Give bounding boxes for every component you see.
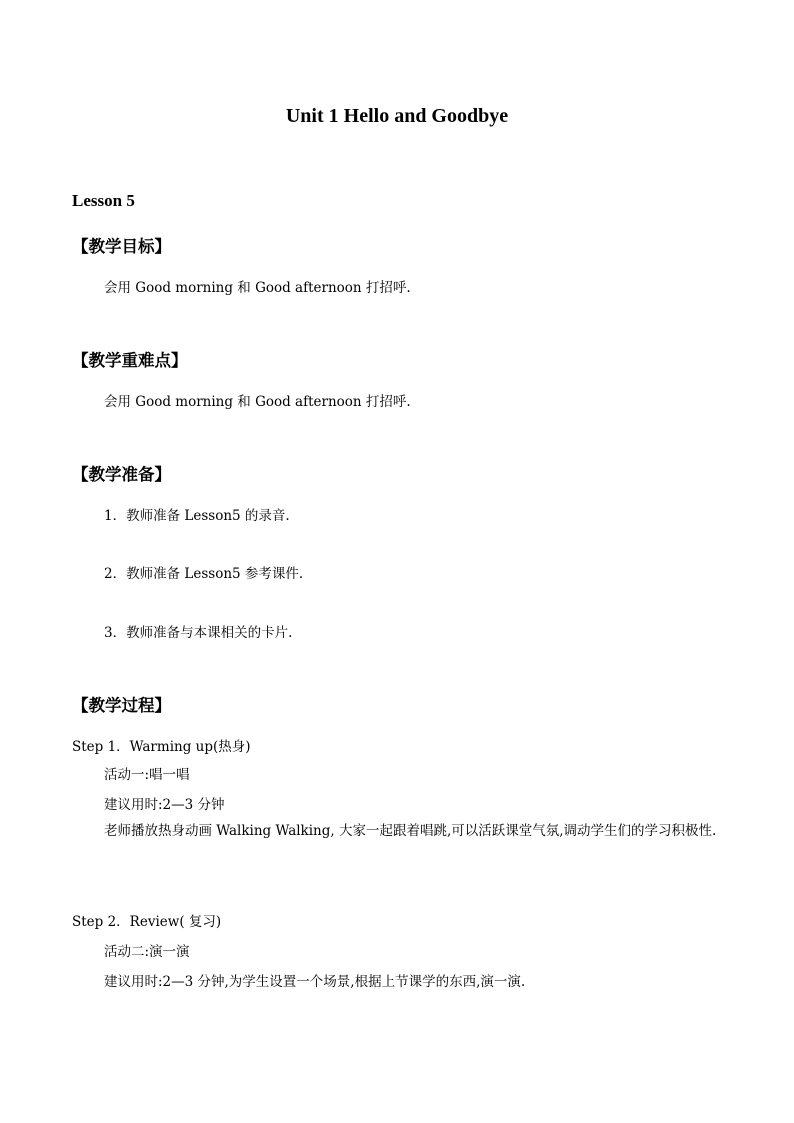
document-title: Unit 1 Hello and Goodbye (285, 105, 509, 127)
step2-title: Step 2．Review( 复习) (72, 914, 222, 930)
key-points-text: 会用 Good morning 和 Good afternoon 打招呼. (104, 394, 411, 410)
key-points-heading: 【教学重难点】 (72, 351, 188, 370)
preparation-heading: 【教学准备】 (72, 465, 171, 484)
preparation-item: 2．教师准备 Lesson5 参考课件. (104, 566, 304, 582)
objectives-heading: 【教学目标】 (72, 237, 171, 256)
step2-activity: 活动二:演一演 (104, 944, 190, 960)
step1-description: 老师播放热身动画 Walking Walking, 大家一起跟着唱跳,可以活跃课堂气氛,调动学生们的学习积极性. (104, 823, 717, 839)
objectives-text: 会用 Good morning 和 Good afternoon 打招呼. (104, 280, 411, 296)
preparation-item: 3．教师准备与本课相关的卡片. (104, 625, 293, 641)
lesson-label: Lesson 5 (72, 191, 135, 210)
step1-title: Step 1．Warming up(热身) (72, 739, 251, 755)
preparation-item: 1．教师准备 Lesson5 的录音. (104, 508, 290, 524)
step2-time: 建议用时:2—3 分钟,为学生设置一个场景,根据上节课学的东西,演一演. (104, 974, 526, 990)
step1-activity: 活动一:唱一唱 (104, 767, 190, 783)
step1-time: 建议用时:2—3 分钟 (104, 797, 225, 813)
process-heading: 【教学过程】 (72, 696, 171, 715)
